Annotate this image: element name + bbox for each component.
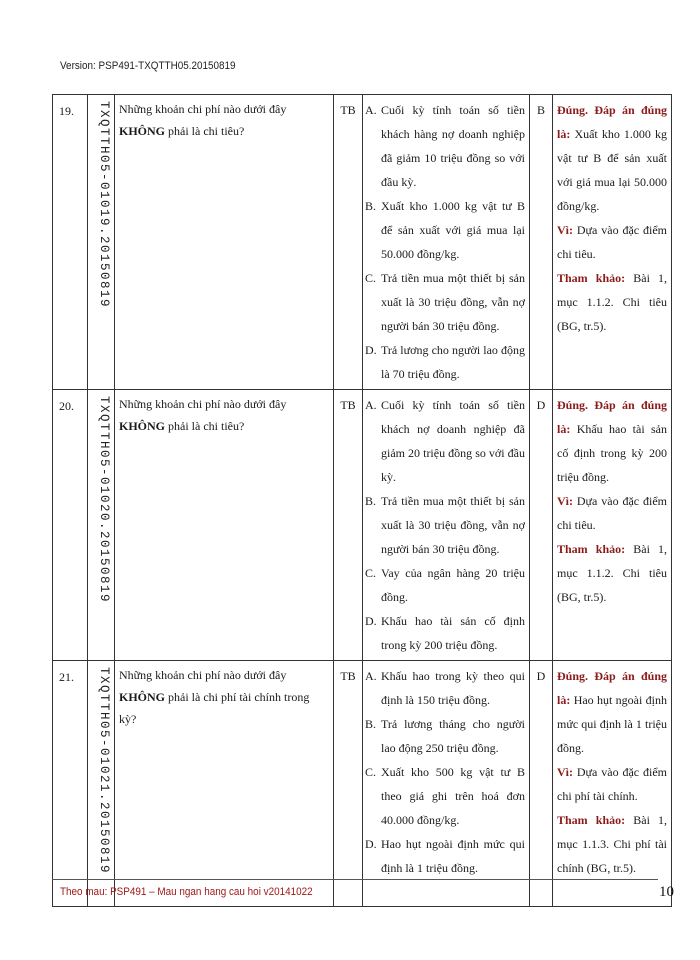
question-code: TXQTTH05-01019.20150819	[97, 101, 111, 309]
document-version: Version: PSP491-TXQTTH05.20150819	[60, 60, 236, 72]
question-table	[52, 94, 672, 907]
question-code: TXQTTH05-01020.20150819	[97, 396, 111, 604]
option-item: C. Vay của ngân hàng 20 triệu đồng.	[365, 566, 525, 604]
option-item: B. Trả tiền mua một thiết bị sản xuất là 30 triệu đồng, vẫn nợ người bán 30 triệu đồng.	[365, 494, 525, 556]
question-stem: Những khoản chi phí nào dưới đây KHÔNG phải là chi phí tài chính trong kỳ?	[115, 661, 334, 907]
answer-options	[363, 661, 530, 907]
table-row	[53, 661, 672, 907]
answer-key: D	[530, 661, 553, 907]
answer-options	[363, 95, 530, 390]
option-item: C. Trả tiền mua một thiết bị sản xuất là 30 triệu đồng, vẫn nợ người bán 30 triệu đồng.	[365, 271, 525, 333]
question-code-cell	[88, 95, 115, 390]
question-number: 21.	[59, 670, 74, 684]
feedback-reference: Tham khảo: Bài 1, mục 1.1.2. Chi tiêu (BG, tr.5).	[557, 271, 667, 333]
question-number-cell	[53, 390, 88, 661]
footer-template-note: Theo mau: PSP491 – Mau ngan hang cau hoi v20141022	[60, 886, 313, 898]
feedback-reason: Vì: Dựa vào đặc điểm chi tiêu.	[557, 223, 668, 261]
option-item: C. Xuất kho 500 kg vật tư B theo giá ghi trên hoá đơn 40.000 đồng/kg.	[365, 765, 525, 827]
option-item: D. Hao hụt ngoài định mức qui định là 1 triệu đồng.	[365, 837, 525, 875]
feedback-reason: Vì: Dựa vào đặc điểm chi phí tài chính.	[557, 765, 668, 803]
option-item: B. Xuất kho 1.000 kg vật tư B để sản xuất với giá mua lại 50.000 đồng/kg.	[365, 199, 525, 261]
question-number: 20.	[59, 399, 74, 413]
question-stem: Những khoản chi phí nào dưới đây KHÔNG phải là chi tiêu?	[115, 390, 334, 661]
question-number: 19.	[59, 104, 74, 118]
difficulty-level: TB	[334, 95, 363, 390]
feedback-reference: Tham khảo: Bài 1, mục 1.1.2. Chi tiêu (BG, tr.5).	[557, 542, 667, 604]
feedback-reason: Vì: Dựa vào đặc điểm chi tiêu.	[557, 494, 668, 532]
feedback-cell	[553, 390, 672, 661]
option-item: D. Trả lương cho người lao động là 70 triệu đồng.	[365, 343, 525, 381]
option-item: B. Trả lương tháng cho người lao động 250 triệu đồng.	[365, 717, 525, 755]
question-stem: Những khoản chi phí nào dưới đây KHÔNG phải là chi tiêu?	[115, 95, 334, 390]
question-code-cell	[88, 390, 115, 661]
difficulty-level: TB	[334, 390, 363, 661]
feedback-correct: Đúng. Đáp án đúng là: Khấu hao tài sản cố định trong kỳ 200 triệu đồng.	[557, 398, 668, 484]
feedback-reference: Tham khảo: Bài 1, mục 1.1.3. Chi phí tài chính (BG, tr.5).	[557, 813, 667, 875]
option-item: A. Cuối kỳ tính toán số tiền khách nợ doanh nghiệp đã giảm 20 triệu đồng so với đầu kỳ.	[365, 398, 525, 484]
table-row	[53, 95, 672, 390]
question-code-cell	[88, 661, 115, 907]
answer-key: D	[530, 390, 553, 661]
option-item: A. Khấu hao trong kỳ theo qui định là 150 triệu đồng.	[365, 669, 525, 707]
page-number: 10	[659, 884, 674, 900]
answer-key: B	[530, 95, 553, 390]
feedback-correct: Đúng. Đáp án đúng là: Xuất kho 1.000 kg vật tư B để sản xuất với giá mua lại 50.000 đồng/kg.	[557, 103, 668, 213]
question-number-cell	[53, 661, 88, 907]
feedback-correct: Đúng. Đáp án đúng là: Hao hụt ngoài định mức qui định là 1 triệu đồng.	[557, 669, 668, 755]
footer-divider	[52, 879, 658, 880]
difficulty-level: TB	[334, 661, 363, 907]
feedback-cell	[553, 95, 672, 390]
feedback-cell	[553, 661, 672, 907]
option-item: A. Cuối kỳ tính toán số tiền khách hàng nợ doanh nghiệp đã giảm 10 triệu đồng so với đầu kỳ.	[365, 103, 525, 189]
answer-options	[363, 390, 530, 661]
question-number-cell	[53, 95, 88, 390]
option-item: D. Khấu hao tài sản cố định trong kỳ 200 triệu đồng.	[365, 614, 525, 652]
question-code: TXQTTH05-01021.20150819	[97, 667, 111, 875]
table-row	[53, 390, 672, 661]
